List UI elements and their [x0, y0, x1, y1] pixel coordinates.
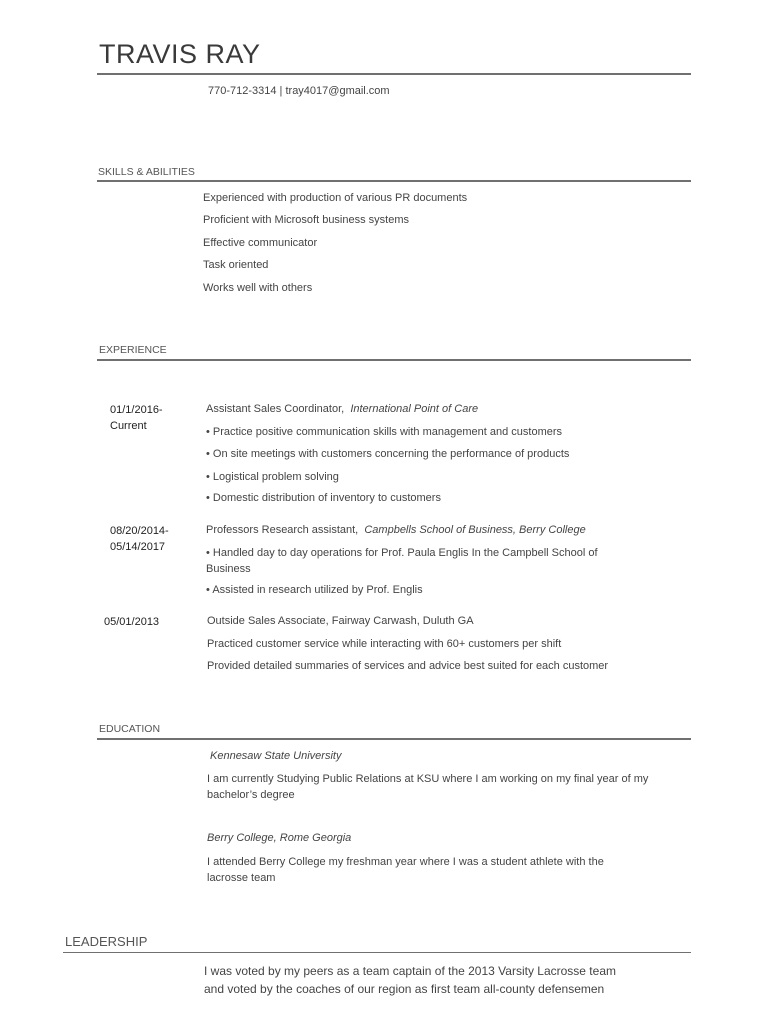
leadership-line: and voted by the coaches of our region as first team all-county defensemen	[204, 982, 605, 996]
job-org: Campbells School of Business, Berry College	[364, 524, 586, 536]
job-title: Assistant Sales Coordinator,	[206, 403, 345, 415]
school-name: Berry College, Rome Georgia	[207, 832, 352, 844]
job-heading	[206, 524, 586, 536]
job-bullet: • Logistical problem solving	[206, 471, 339, 483]
school-desc: I am currently Studying Public Relations at KSU where I am working on my final year of my bachelor’s degree	[207, 773, 649, 801]
education-divider	[97, 738, 691, 740]
leadership-line: I was voted by my peers as a team captain of the 2013 Varsity Lacrosse team	[204, 964, 616, 978]
job-line: Practiced customer service while interacting with 60+ customers per shift	[207, 638, 562, 650]
job-bullet: • Practice positive communication skills with management and customers	[206, 426, 563, 438]
job-heading	[206, 403, 478, 415]
contact-info: 770-712-3314 | tray4017@gmail.com	[208, 85, 390, 97]
skill-item: Proficient with Microsoft business systems	[203, 214, 410, 226]
skill-item: Works well with others	[203, 282, 313, 294]
job-date: 08/20/2014- 05/14/2017	[110, 525, 169, 553]
skills-divider	[97, 180, 691, 182]
skill-item: Task oriented	[203, 259, 269, 271]
job-bullet: • Domestic distribution of inventory to customers	[206, 492, 441, 504]
job-heading: Outside Sales Associate, Fairway Carwash, Duluth GA	[207, 615, 474, 627]
job-title: Professors Research assistant,	[206, 524, 359, 536]
job-bullet: • On site meetings with customers concerning the performance of products	[206, 448, 570, 460]
job-date: 05/01/2013	[104, 616, 160, 628]
leadership-divider	[63, 952, 691, 953]
job-line: Provided detailed summaries of services and advice best suited for each customer	[207, 660, 609, 672]
skill-item: Experienced with production of various PR documents	[203, 192, 468, 204]
experience-heading: EXPERIENCE	[99, 344, 167, 356]
experience-divider	[97, 359, 691, 361]
job-bullet: • Assisted in research utilized by Prof. Englis	[206, 584, 423, 596]
resume-name: TRAVIS RAY	[99, 39, 261, 69]
skill-item: Effective communicator	[203, 237, 318, 249]
job-bullet: • Handled day to day operations for Prof. Paula Englis In the Campbell School of Business	[206, 547, 598, 575]
job-org: International Point of Care	[350, 403, 479, 415]
leadership-heading: LEADERSHIP	[65, 934, 148, 949]
school-desc: I attended Berry College my freshman year where I was a student athlete with the lacrosse team	[207, 856, 604, 884]
job-date: 01/1/2016- Current	[110, 404, 163, 432]
education-heading: EDUCATION	[99, 723, 161, 735]
header-divider	[97, 73, 691, 75]
school-name: Kennesaw State University	[210, 750, 342, 762]
skills-heading: SKILLS & ABILITIES	[98, 166, 195, 178]
